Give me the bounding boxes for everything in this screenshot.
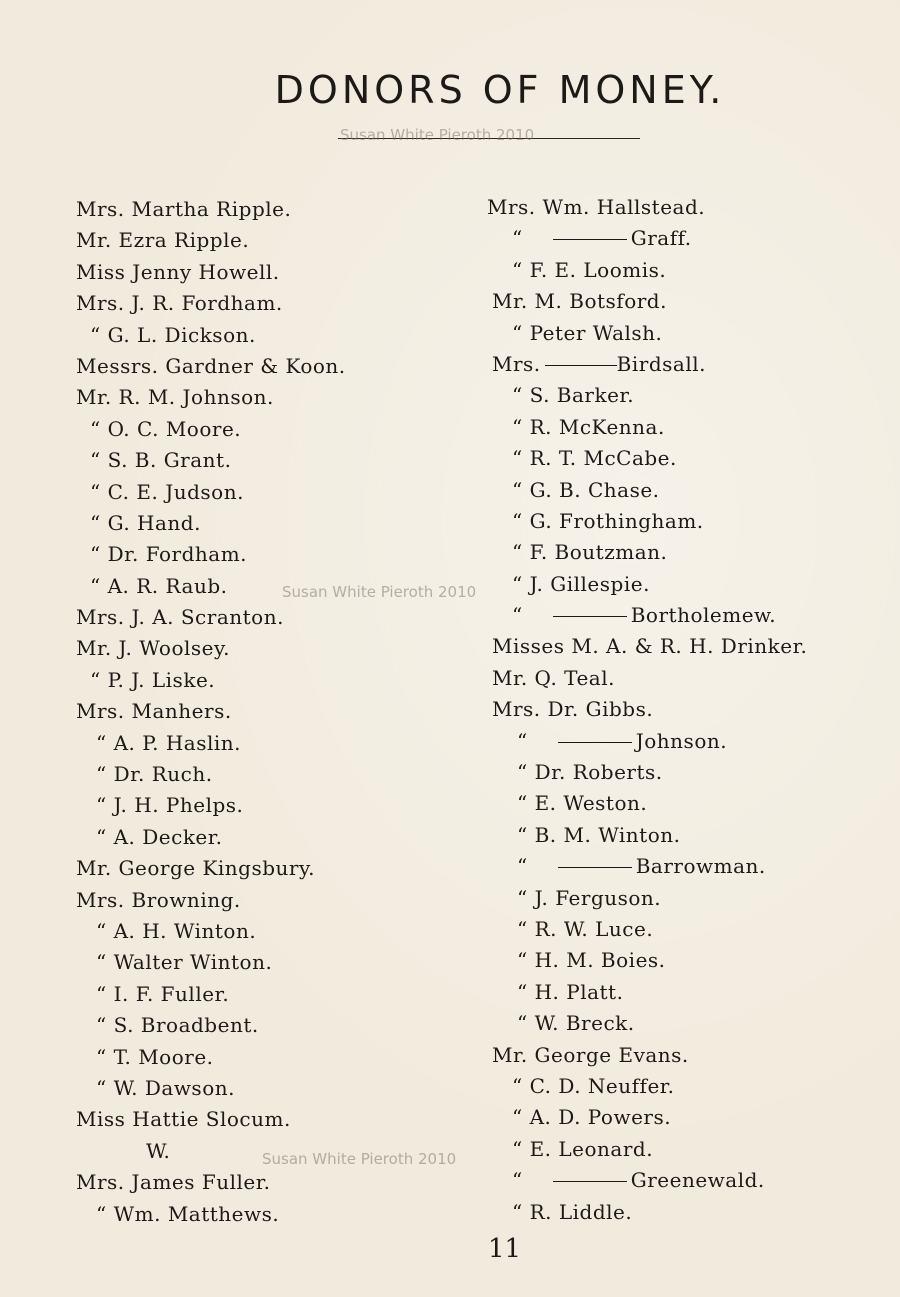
list-item: “ F. Boutzman.	[512, 540, 668, 565]
list-item	[487, 349, 807, 380]
list-item: “ C. D. Neuffer.	[512, 1073, 675, 1098]
list-item	[487, 600, 807, 631]
blank-dash	[558, 742, 632, 743]
list-item: “ A. P. Haslin.	[96, 730, 242, 755]
blank-dash	[545, 365, 617, 366]
list-item: Mrs. Manhers.	[76, 699, 232, 724]
ditto-mark: “	[512, 1168, 523, 1193]
honorific: Mrs.	[492, 351, 541, 376]
list-item: “ Dr. Fordham.	[90, 542, 248, 567]
list-item: W.	[146, 1138, 171, 1163]
list-item: “ J. Ferguson.	[517, 885, 662, 910]
ditto-mark: “	[512, 226, 523, 251]
list-item: “ W. Breck.	[517, 1011, 635, 1036]
list-item: “ G. Frothingham.	[512, 508, 704, 533]
list-item: Miss Jenny Howell.	[76, 259, 280, 284]
list-item: “ W. Dawson.	[96, 1075, 235, 1100]
blank-dash	[553, 616, 627, 617]
list-item: “ A. D. Powers.	[512, 1105, 672, 1130]
donor-list-left	[76, 194, 346, 1230]
list-item: “ H. Platt.	[517, 979, 624, 1004]
list-item: Mrs. James Fuller.	[76, 1170, 271, 1195]
list-item: “ H. M. Boies.	[517, 948, 666, 973]
list-item	[487, 851, 807, 882]
list-item: “ G. L. Dickson.	[90, 322, 256, 347]
list-item: “ G. B. Chase.	[512, 477, 660, 502]
donor-list-right	[487, 192, 807, 1228]
list-item: Mrs. Martha Ripple.	[76, 197, 292, 221]
blank-dash	[553, 1181, 627, 1182]
list-item: Mr. J. Woolsey.	[76, 636, 231, 661]
list-item: Mr. Ezra Ripple.	[76, 228, 250, 253]
list-item: “ C. E. Judson.	[90, 479, 244, 504]
list-item: “ B. M. Winton.	[517, 822, 681, 847]
list-item: “ Dr. Ruch.	[96, 762, 213, 787]
surname: Bortholemew.	[630, 603, 777, 628]
list-item: “ G. Hand.	[90, 510, 201, 535]
ditto-mark: “	[517, 854, 528, 879]
list-item: “ J. Gillespie.	[512, 571, 650, 596]
list-item: Mr. Q. Teal.	[492, 665, 615, 690]
list-item: Mrs. J. A. Scranton.	[76, 605, 284, 630]
page-number: 11	[488, 1234, 522, 1264]
list-item: “ S. Broadbent.	[96, 1013, 259, 1038]
list-item: “ J. H. Phelps.	[96, 793, 244, 818]
list-item: Mrs. Wm. Hallstead.	[487, 195, 706, 219]
list-item: Misses M. A. & R. H. Drinker.	[492, 634, 808, 659]
watermark-bottom: Susan White Pieroth 2010	[262, 1150, 457, 1168]
list-item: “ R. W. Luce.	[517, 916, 654, 941]
list-item: “ S. Barker.	[512, 383, 635, 408]
list-item: Mrs. Dr. Gibbs.	[492, 697, 654, 722]
list-item: Mr. George Evans.	[492, 1042, 689, 1067]
list-item: Mrs. J. R. Fordham.	[76, 291, 283, 316]
blank-dash	[553, 239, 627, 240]
list-item: Mr. George Kingsbury.	[76, 856, 315, 881]
list-item: Mrs. Browning.	[76, 887, 241, 912]
list-item: “ I. F. Fuller.	[96, 981, 230, 1006]
ditto-mark: “	[512, 603, 523, 628]
list-item: “ T. Moore.	[96, 1044, 214, 1069]
surname: Greenewald.	[630, 1168, 765, 1193]
blank-dash	[558, 867, 632, 868]
list-item: “ R. Liddle.	[512, 1199, 633, 1224]
surname: Birdsall.	[616, 351, 706, 376]
list-item: “ R. McKenna.	[512, 414, 665, 439]
list-item: “ O. C. Moore.	[90, 416, 242, 441]
watermark-middle: Susan White Pieroth 2010	[282, 583, 477, 601]
list-item	[487, 223, 807, 254]
list-item: “ Dr. Roberts.	[517, 760, 663, 785]
list-item: “ A. R. Raub.	[90, 573, 228, 598]
surname: Johnson.	[635, 728, 728, 753]
watermark-top: Susan White Pieroth 2010	[340, 126, 535, 144]
list-item: “ A. H. Winton.	[96, 918, 257, 943]
list-item: “ A. Decker.	[96, 824, 223, 849]
list-item: Mr. R. M. Johnson.	[76, 385, 274, 410]
list-item	[487, 726, 807, 757]
page-title: DONORS OF MONEY.	[274, 68, 726, 112]
list-item: Messrs. Gardner & Koon.	[76, 353, 346, 378]
list-item: “ E. Leonard.	[512, 1136, 654, 1161]
list-item: Mr. M. Botsford.	[492, 289, 667, 314]
list-item: “ Wm. Matthews.	[96, 1201, 280, 1226]
list-item: “ R. T. McCabe.	[512, 446, 677, 471]
list-item: “ F. E. Loomis.	[512, 257, 667, 282]
list-item: “ S. B. Grant.	[90, 448, 232, 473]
surname: Barrowman.	[635, 854, 766, 879]
list-item: “ Peter Walsh.	[512, 320, 663, 345]
ditto-mark: “	[517, 728, 528, 753]
list-item: “ Walter Winton.	[96, 950, 273, 975]
list-item	[487, 1165, 807, 1196]
list-item: “ E. Weston.	[517, 791, 648, 816]
list-item: “ P. J. Liske.	[90, 667, 216, 692]
surname: Graff.	[630, 226, 692, 251]
list-item: Miss Hattie Slocum.	[76, 1107, 291, 1132]
